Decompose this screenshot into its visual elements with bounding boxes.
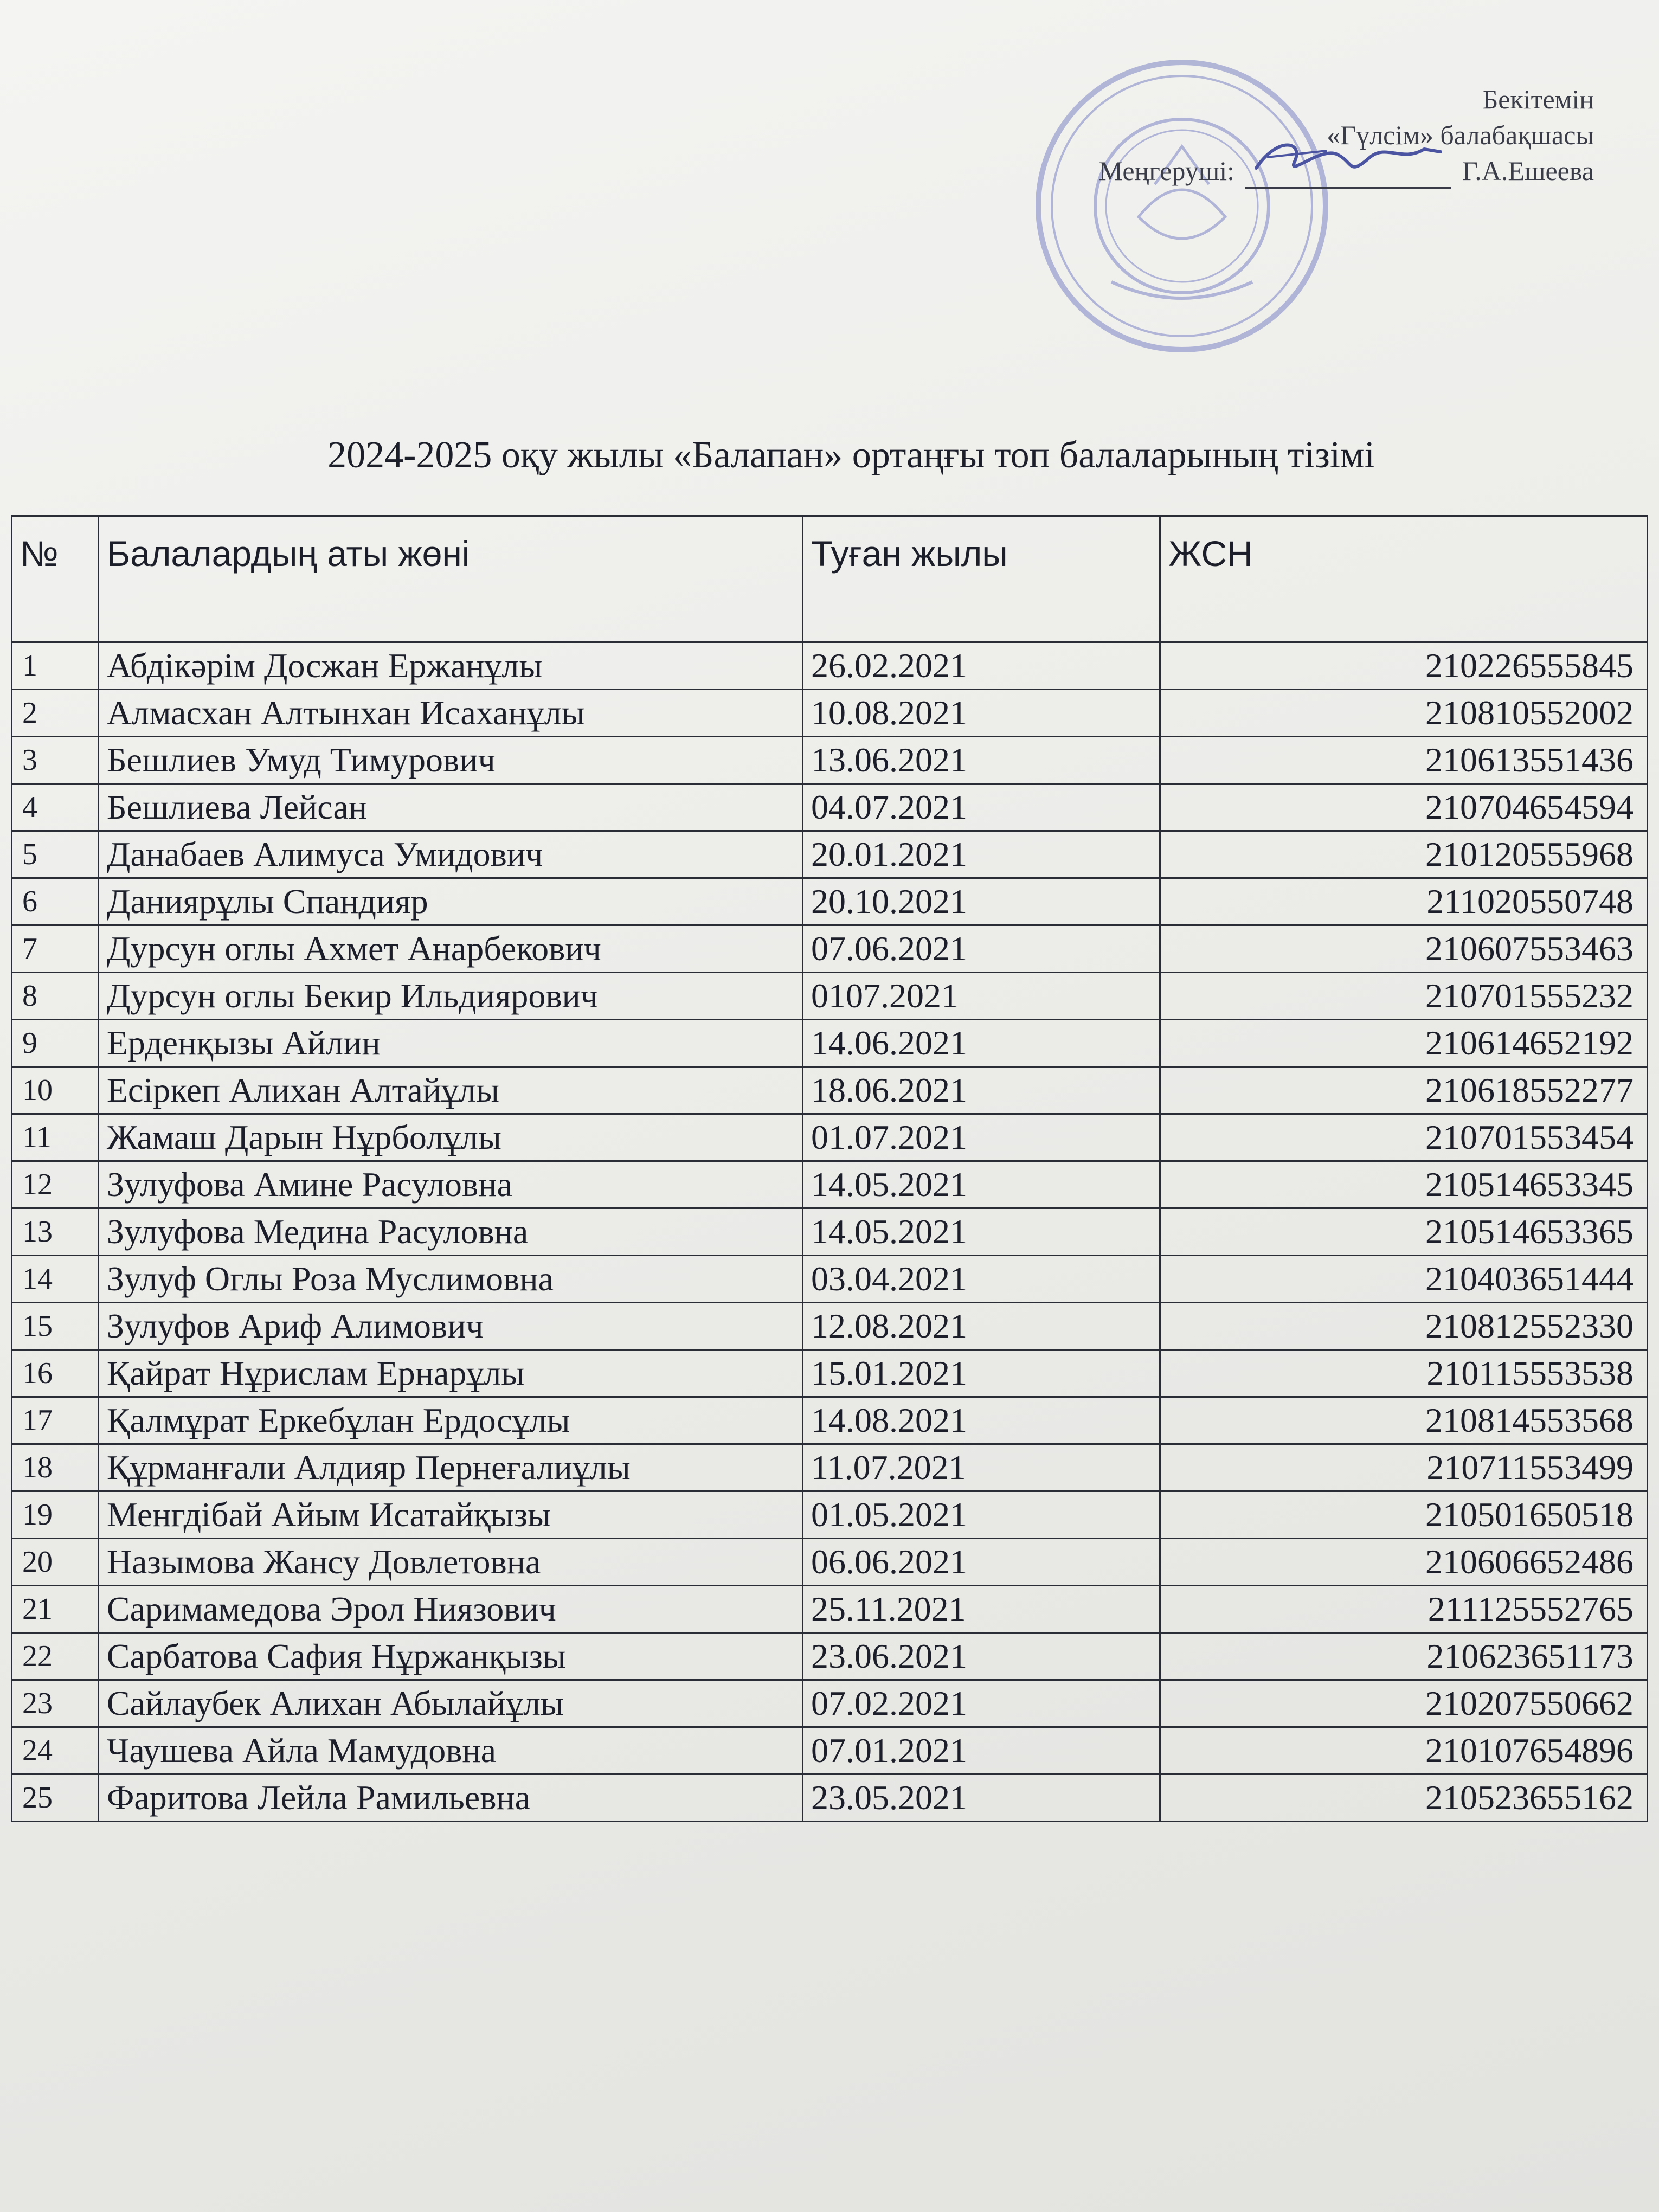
- table-row: [12, 737, 1648, 784]
- iin-number: 210107654896: [1160, 1727, 1648, 1774]
- table-row: [12, 878, 1648, 925]
- row-number: 2: [12, 690, 99, 737]
- child-name: Есіркеп Алихан Алтайұлы: [98, 1067, 802, 1114]
- birth-date: 20.01.2021: [803, 831, 1160, 878]
- birth-date: 13.06.2021: [803, 737, 1160, 784]
- child-name: Зулуфов Ариф Алимович: [98, 1303, 802, 1350]
- row-number: 8: [12, 973, 99, 1020]
- birth-date: 07.02.2021: [803, 1680, 1160, 1727]
- birth-date: 03.04.2021: [803, 1256, 1160, 1303]
- table-row: [12, 1539, 1648, 1586]
- iin-number: 211020550748: [1160, 878, 1648, 925]
- row-number: 19: [12, 1491, 99, 1539]
- birth-date: 04.07.2021: [803, 784, 1160, 831]
- row-number: 5: [12, 831, 99, 878]
- child-name: Сайлаубек Алихан Абылайұлы: [98, 1680, 802, 1727]
- table-row: [12, 1491, 1648, 1539]
- row-number: 24: [12, 1727, 99, 1774]
- row-number: 17: [12, 1397, 99, 1444]
- approval-role: Меңгеруші:: [1098, 156, 1235, 186]
- iin-number: 210514653345: [1160, 1161, 1648, 1208]
- iin-number: 210403651444: [1160, 1256, 1648, 1303]
- iin-number: 210607553463: [1160, 925, 1648, 973]
- table-row: [12, 1067, 1648, 1114]
- birth-date: 14.06.2021: [803, 1020, 1160, 1067]
- document-title: 2024-2025 оқу жылы «Балапан» ортаңғы топ балаларының тізімі: [327, 434, 1375, 476]
- birth-date: 01.05.2021: [803, 1491, 1160, 1539]
- row-number: 7: [12, 925, 99, 973]
- child-name: Фаритова Лейла Рамильевна: [98, 1774, 802, 1822]
- child-name: Ерденқызы Айлин: [98, 1020, 802, 1067]
- table-row: [12, 1680, 1648, 1727]
- table-row: [12, 1397, 1648, 1444]
- child-name: Зулуф Оглы Роза Муслимовна: [98, 1256, 802, 1303]
- birth-date: 07.06.2021: [803, 925, 1160, 973]
- child-name: Дурсун оглы Бекир Ильдиярович: [98, 973, 802, 1020]
- table-row: [12, 1586, 1648, 1633]
- table-row: [12, 1303, 1648, 1350]
- iin-number: 210704654594: [1160, 784, 1648, 831]
- child-name: Жамаш Дарын Нұрболұлы: [98, 1114, 802, 1161]
- child-name: Саримамедова Эрол Ниязович: [98, 1586, 802, 1633]
- table-row: [12, 925, 1648, 973]
- table-row: [12, 1161, 1648, 1208]
- table-row: [12, 784, 1648, 831]
- table-row: [12, 1256, 1648, 1303]
- row-number: 9: [12, 1020, 99, 1067]
- row-number: 4: [12, 784, 99, 831]
- row-number: 15: [12, 1303, 99, 1350]
- row-number: 22: [12, 1633, 99, 1680]
- header-iin: ЖСН: [1160, 516, 1648, 642]
- child-name: Қалмұрат Еркебұлан Ердосұлы: [98, 1397, 802, 1444]
- child-name: Қайрат Нұрислам Ернарұлы: [98, 1350, 802, 1397]
- birth-date: 25.11.2021: [803, 1586, 1160, 1633]
- table-row: [12, 1633, 1648, 1680]
- child-name: Менгдібай Айым Исатайқызы: [98, 1491, 802, 1539]
- birth-date: 14.05.2021: [803, 1208, 1160, 1256]
- child-name: Сарбатова Сафия Нұржанқызы: [98, 1633, 802, 1680]
- birth-date: 26.02.2021: [803, 642, 1160, 690]
- signature-slot: [1245, 155, 1451, 189]
- child-name: Чаушева Айла Мамудовна: [98, 1727, 802, 1774]
- birth-date: 23.05.2021: [803, 1774, 1160, 1822]
- row-number: 11: [12, 1114, 99, 1161]
- table-row: [12, 1020, 1648, 1067]
- children-list-table: [11, 515, 1648, 1822]
- row-number: 23: [12, 1680, 99, 1727]
- child-name: Бешлиев Умуд Тимурович: [98, 737, 802, 784]
- header-birth-date: Туған жылы: [803, 516, 1160, 642]
- child-name: Назымова Жансу Довлетовна: [98, 1539, 802, 1586]
- header-number: №: [12, 516, 99, 642]
- birth-date: 0107.2021: [803, 973, 1160, 1020]
- handwritten-signature: [1245, 125, 1451, 184]
- row-number: 25: [12, 1774, 99, 1822]
- table-row: [12, 1444, 1648, 1491]
- table-row: [12, 1774, 1648, 1822]
- birth-date: 07.01.2021: [803, 1727, 1160, 1774]
- approval-block: [970, 81, 1594, 189]
- approval-signature-line: [970, 153, 1594, 189]
- child-name: Құрманғали Алдияр Пернеғалиұлы: [98, 1444, 802, 1491]
- table-row: [12, 1114, 1648, 1161]
- child-name: Зулуфова Медина Расуловна: [98, 1208, 802, 1256]
- birth-date: 12.08.2021: [803, 1303, 1160, 1350]
- iin-number: 210623651173: [1160, 1633, 1648, 1680]
- birth-date: 20.10.2021: [803, 878, 1160, 925]
- row-number: 10: [12, 1067, 99, 1114]
- child-name: Данабаев Алимуса Умидович: [98, 831, 802, 878]
- approval-heading: Бекітемін: [1482, 84, 1594, 114]
- iin-number: 210120555968: [1160, 831, 1648, 878]
- child-name: Алмасхан Алтынхан Исаханұлы: [98, 690, 802, 737]
- birth-date: 11.07.2021: [803, 1444, 1160, 1491]
- row-number: 13: [12, 1208, 99, 1256]
- row-number: 20: [12, 1539, 99, 1586]
- table-row: [12, 642, 1648, 690]
- iin-number: 210810552002: [1160, 690, 1648, 737]
- child-name: Даниярұлы Спандияр: [98, 878, 802, 925]
- birth-date: 10.08.2021: [803, 690, 1160, 737]
- row-number: 3: [12, 737, 99, 784]
- iin-number: 210207550662: [1160, 1680, 1648, 1727]
- iin-number: 210711553499: [1160, 1444, 1648, 1491]
- child-name: Зулуфова Амине Расуловна: [98, 1161, 802, 1208]
- header-full-name: Балалардың аты жөні: [98, 516, 802, 642]
- table-header-row: [12, 516, 1648, 642]
- table-row: [12, 1208, 1648, 1256]
- child-name: Бешлиева Лейсан: [98, 784, 802, 831]
- row-number: 12: [12, 1161, 99, 1208]
- birth-date: 18.06.2021: [803, 1067, 1160, 1114]
- row-number: 6: [12, 878, 99, 925]
- iin-number: 210523655162: [1160, 1774, 1648, 1822]
- iin-number: 210812552330: [1160, 1303, 1648, 1350]
- iin-number: 210614652192: [1160, 1020, 1648, 1067]
- row-number: 16: [12, 1350, 99, 1397]
- iin-number: 210115553538: [1160, 1350, 1648, 1397]
- child-name: Абдікәрім Досжан Ержанұлы: [98, 642, 802, 690]
- iin-number: 211125552765: [1160, 1586, 1648, 1633]
- iin-number: 210701555232: [1160, 973, 1648, 1020]
- table-row: [12, 973, 1648, 1020]
- iin-number: 210226555845: [1160, 642, 1648, 690]
- approval-organization: «Гүлсім» балабақшасы: [1327, 120, 1594, 150]
- table-row: [12, 831, 1648, 878]
- iin-number: 210618552277: [1160, 1067, 1648, 1114]
- iin-number: 210514653365: [1160, 1208, 1648, 1256]
- table-row: [12, 1350, 1648, 1397]
- iin-number: 210814553568: [1160, 1397, 1648, 1444]
- birth-date: 23.06.2021: [803, 1633, 1160, 1680]
- row-number: 1: [12, 642, 99, 690]
- iin-number: 210501650518: [1160, 1491, 1648, 1539]
- approval-name: Г.А.Ешеева: [1462, 156, 1594, 186]
- table-row: [12, 690, 1648, 737]
- birth-date: 01.07.2021: [803, 1114, 1160, 1161]
- row-number: 18: [12, 1444, 99, 1491]
- table-row: [12, 1727, 1648, 1774]
- birth-date: 14.08.2021: [803, 1397, 1160, 1444]
- row-number: 14: [12, 1256, 99, 1303]
- iin-number: 210701553454: [1160, 1114, 1648, 1161]
- iin-number: 210606652486: [1160, 1539, 1648, 1586]
- row-number: 21: [12, 1586, 99, 1633]
- birth-date: 06.06.2021: [803, 1539, 1160, 1586]
- birth-date: 15.01.2021: [803, 1350, 1160, 1397]
- birth-date: 14.05.2021: [803, 1161, 1160, 1208]
- iin-number: 210613551436: [1160, 737, 1648, 784]
- child-name: Дурсун оглы Ахмет Анарбекович: [98, 925, 802, 973]
